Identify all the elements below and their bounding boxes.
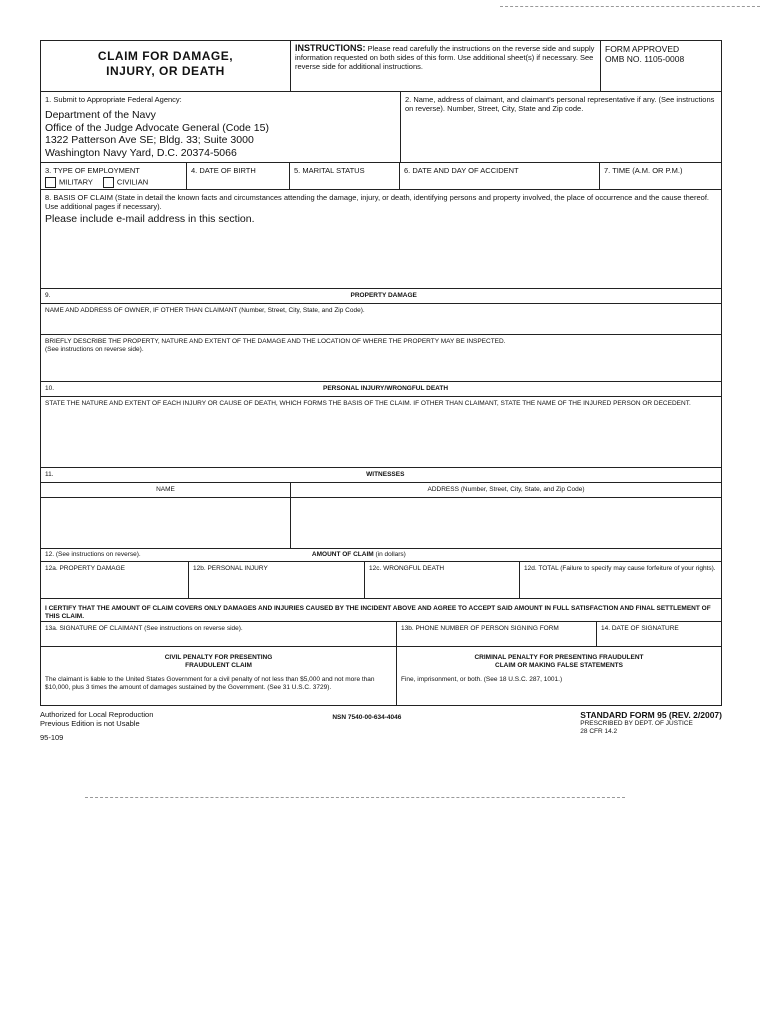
witness-address-field[interactable] xyxy=(291,498,721,548)
form-approved-label: FORM APPROVED xyxy=(605,44,680,54)
agency-label: 1. Submit to Appropriate Federal Agency: xyxy=(45,95,182,104)
agency-field[interactable] xyxy=(41,92,401,162)
property-damage-amount[interactable] xyxy=(41,562,189,598)
witness-num: 11. xyxy=(45,471,54,478)
civilian-label: CIVILIAN xyxy=(116,177,149,187)
amount-num: 12. (See instructions on reverse). xyxy=(45,551,141,558)
criminal-title-2: CLAIM OR MAKING FALSE STATEMENTS xyxy=(495,662,623,669)
claim-form xyxy=(40,40,722,706)
time-label: 7. TIME (A.M. OR P.M.) xyxy=(604,166,683,175)
witness-name-label: NAME xyxy=(156,486,175,493)
property-owner-row xyxy=(41,304,721,335)
basis-field[interactable] xyxy=(41,190,721,288)
witness-columns-row xyxy=(41,483,721,498)
employment-label: 3. TYPE OF EMPLOYMENT xyxy=(45,166,140,175)
dob-field[interactable] xyxy=(187,163,290,189)
penalty-row xyxy=(41,647,721,705)
form-footer xyxy=(40,710,722,742)
phone-label: 13b. PHONE NUMBER OF PERSON SIGNING FORM xyxy=(401,625,559,632)
footer-right xyxy=(580,710,722,742)
amount-a-label: 12a. PROPERTY DAMAGE xyxy=(45,565,125,572)
nsn-text: NSN 7540-00-634-4046 xyxy=(332,714,402,721)
civil-title-1: CIVIL PENALTY FOR PRESENTING xyxy=(164,654,273,661)
witness-name-field[interactable] xyxy=(41,498,291,548)
scan-mark-top xyxy=(500,6,760,7)
injury-header-row xyxy=(41,382,721,397)
instructions xyxy=(291,41,601,91)
form-title xyxy=(41,41,291,91)
witness-header xyxy=(41,468,721,482)
agency-line-2: Office of the Judge Advocate General (Code 15) xyxy=(45,121,269,134)
dob-label: 4. DATE OF BIRTH xyxy=(191,166,256,175)
property-describe-label: BRIEFLY DESCRIBE THE PROPERTY, NATURE AND EXTENT OF THE DAMAGE AND THE LOCATION OF WHERE THE PROPERTY MAY BE INSPECTED. xyxy=(45,338,506,345)
amount-b-label: 12b. PERSONAL INJURY xyxy=(193,565,268,572)
property-describe-field[interactable] xyxy=(41,335,721,381)
cfr-reference: 28 CFR 14.2 xyxy=(580,728,618,735)
property-describe-row xyxy=(41,335,721,382)
footer-nsn xyxy=(332,710,401,742)
injury-field[interactable] xyxy=(41,397,721,467)
omb-number: OMB NO. 1105-0008 xyxy=(605,54,685,64)
signature-field[interactable] xyxy=(41,622,397,646)
footer-code: 95-109 xyxy=(40,733,64,742)
signature-date-field[interactable] xyxy=(597,622,721,646)
header-row xyxy=(41,41,721,92)
amount-d-label: 12d. TOTAL (Failure to specify may cause forfeiture of your rights). xyxy=(524,565,716,572)
agency-line-4: Washington Navy Yard, D.C. 20374-5066 xyxy=(45,146,237,159)
footer-previous-edition: Previous Edition is not Usable xyxy=(40,719,140,728)
civil-penalty xyxy=(41,647,397,705)
amount-row xyxy=(41,562,721,599)
civil-title-2: FRAUDULENT CLAIM xyxy=(185,662,252,669)
marital-field[interactable] xyxy=(290,163,400,189)
military-checkbox[interactable] xyxy=(45,177,56,188)
witness-header-row xyxy=(41,468,721,483)
claimant-field[interactable] xyxy=(401,92,721,162)
marital-label: 5. MARITAL STATUS xyxy=(294,166,365,175)
criminal-title-1: CRIMINAL PENALTY FOR PRESENTING FRAUDULENT xyxy=(474,654,644,661)
certify-statement xyxy=(41,599,721,621)
signature-date-label: 14. DATE OF SIGNATURE xyxy=(601,625,679,632)
basis-label: 8. BASIS OF CLAIM (State in detail the known facts and circumstances attending the damage, injury, or death, identifying persons and property involved, the place of occurrence and the cause thereof. Use additional pages if necessary). xyxy=(45,193,709,211)
title-line-2: INJURY, OR DEATH xyxy=(106,64,225,78)
basis-row xyxy=(41,190,721,289)
civil-text: The claimant is liable to the United States Government for a civil penalty of not less than $5,000 and not more than $10,000, plus 3 times the amount of damages sustained by the Government. (See 31 U.S.C. 3729). xyxy=(45,676,375,691)
employment-field xyxy=(41,163,187,189)
accident-date-field[interactable] xyxy=(400,163,600,189)
prescribed-by: PRESCRIBED BY DEPT. OF JUSTICE xyxy=(580,720,693,727)
property-title: PROPERTY DAMAGE xyxy=(350,292,417,299)
amount-title: AMOUNT OF CLAIM xyxy=(311,551,374,558)
injury-title: PERSONAL INJURY/WRONGFUL DEATH xyxy=(322,385,449,392)
scan-mark-bottom xyxy=(85,797,625,798)
civilian-checkbox[interactable] xyxy=(103,177,114,188)
witness-address-label: ADDRESS (Number, Street, City, State, and Zip Code) xyxy=(427,486,585,493)
property-describe-note: (See instructions on reverse side). xyxy=(45,346,144,353)
claimant-label: 2. Name, address of claimant, and claimant's personal representative if any. (See instructions on reverse). Number, Street, City, State and Zip code. xyxy=(405,95,715,113)
witness-name-header xyxy=(41,483,291,497)
footer-authorized: Authorized for Local Reproduction xyxy=(40,710,154,719)
time-field[interactable] xyxy=(600,163,721,189)
footer-left xyxy=(40,710,153,742)
certify-row xyxy=(41,599,721,622)
instructions-label: INSTRUCTIONS: xyxy=(295,43,366,53)
amount-c-label: 12c. WRONGFUL DEATH xyxy=(369,565,445,572)
witness-address-header xyxy=(291,483,721,497)
injury-label: STATE THE NATURE AND EXTENT OF EACH INJURY OR CAUSE OF DEATH, WHICH FORMS THE BASIS OF THE CLAIM. IF OTHER THAN CLAIMANT, STATE THE NAME OF THE INJURED PERSON OR DECEDENT. xyxy=(45,400,691,407)
personal-info-row xyxy=(41,163,721,190)
amount-header-row xyxy=(41,549,721,562)
phone-field[interactable] xyxy=(397,622,597,646)
witness-entry-row xyxy=(41,498,721,549)
agency-line-3: 1322 Patterson Ave SE; Bldg. 33; Suite 3000 xyxy=(45,134,254,146)
amount-header xyxy=(41,549,721,561)
wrongful-death-amount[interactable] xyxy=(365,562,520,598)
personal-injury-amount[interactable] xyxy=(189,562,365,598)
form-approval xyxy=(601,41,721,91)
amount-unit: (in dollars) xyxy=(375,551,406,558)
property-header xyxy=(41,289,721,303)
property-header-row xyxy=(41,289,721,304)
agency-line-1: Department of the Navy xyxy=(45,109,156,121)
injury-header xyxy=(41,382,721,396)
agency-row xyxy=(41,92,721,163)
property-num: 9. xyxy=(45,292,51,299)
basis-note: Please include e-mail address in this section. xyxy=(45,213,255,225)
injury-num: 10. xyxy=(45,385,55,392)
property-owner-label: NAME AND ADDRESS OF OWNER, IF OTHER THAN CLAIMANT (Number, Street, City, State, and Zip Code). xyxy=(45,307,365,314)
property-owner-field[interactable] xyxy=(41,304,721,334)
total-amount[interactable] xyxy=(520,562,721,598)
injury-row xyxy=(41,397,721,468)
form-page xyxy=(40,40,722,742)
criminal-penalty xyxy=(397,647,721,705)
military-label: MILITARY xyxy=(59,177,93,187)
accident-date-label: 6. DATE AND DAY OF ACCIDENT xyxy=(404,166,519,175)
criminal-text: Fine, imprisonment, or both. (See 18 U.S.C. 287, 1001.) xyxy=(401,676,563,683)
certify-text: I CERTIFY THAT THE AMOUNT OF CLAIM COVERS ONLY DAMAGES AND INJURIES CAUSED BY THE INCIDENT ABOVE AND AGREE TO ACCEPT SAID AMOUNT IN FULL SATISFACTION AND FINAL SETTLEMENT OF THIS CLAIM. xyxy=(45,605,711,620)
witness-title: WITNESSES xyxy=(366,471,405,478)
signature-label: 13a. SIGNATURE OF CLAIMANT (See instructions on reverse side). xyxy=(45,625,243,632)
title-line-1: CLAIM FOR DAMAGE, xyxy=(97,49,234,63)
instructions-text: Please read carefully the instructions on the reverse side and supply information requested on both sides of this form. Use additional sheet(s) if necessary. See reverse side for additional instructions. xyxy=(295,44,595,71)
standard-form: STANDARD FORM 95 (REV. 2/2007) xyxy=(580,710,722,720)
signature-row xyxy=(41,622,721,647)
